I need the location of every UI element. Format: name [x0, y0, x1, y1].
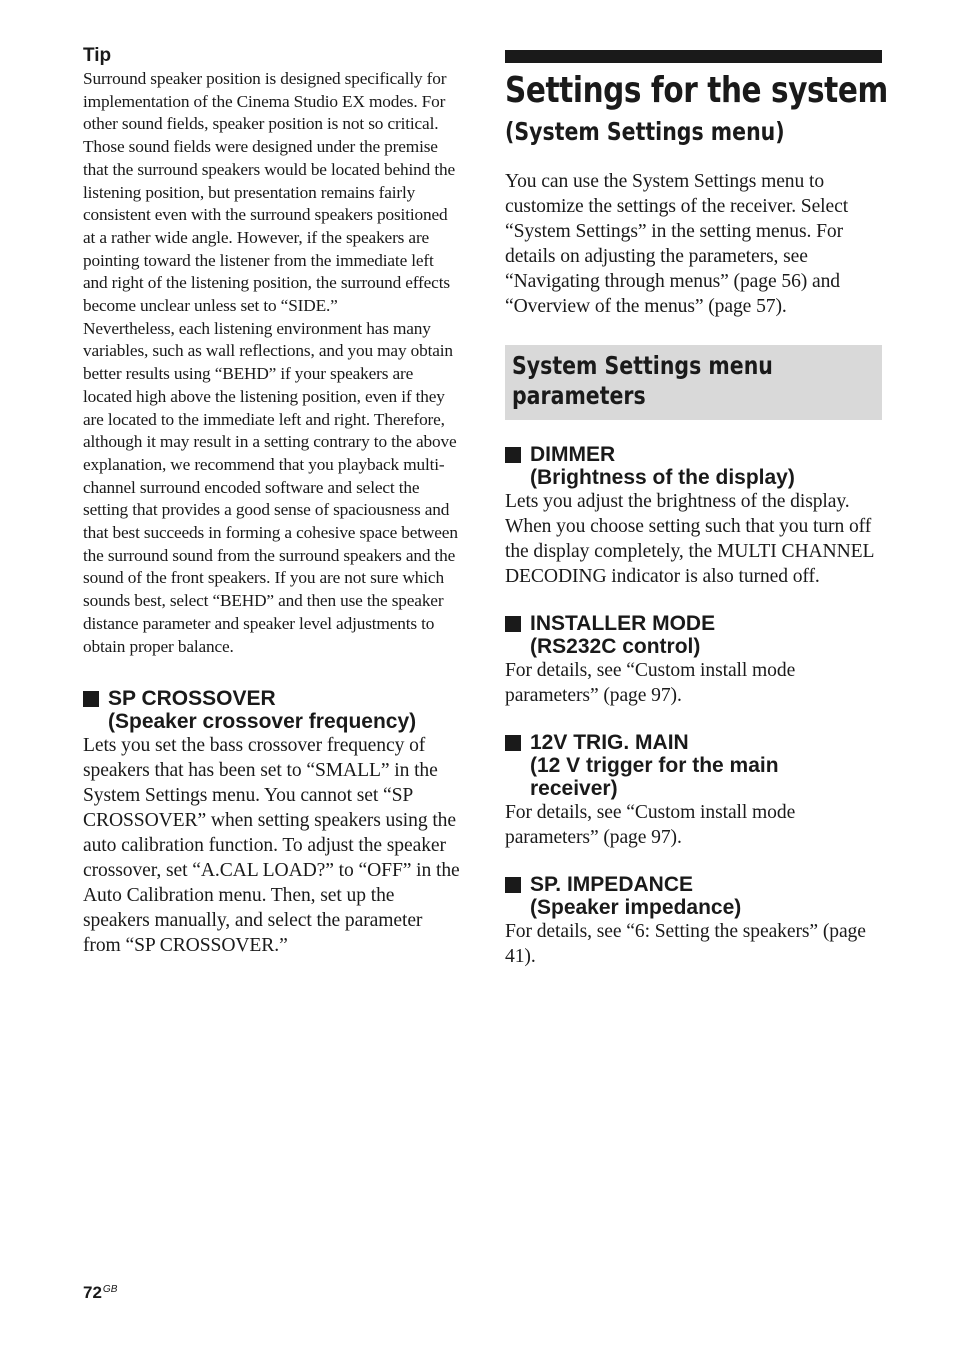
intro-paragraph: You can use the System Settings menu to customize the settings of the receiver. Select “System Settings” in the setting menus. For details on adjusting the parameters, see “Navigating through menus” (page 56) and “Overview of the menus” (page 57). — [505, 171, 849, 317]
right-column — [505, 50, 888, 969]
trig-main-body: For details, see “Custom install mode parameters” (page 97). — [505, 802, 796, 848]
page-title: Settings for the system — [505, 70, 888, 111]
square-bullet-icon — [505, 735, 521, 751]
sp-crossover-body: Lets you set the bass crossover frequency of speakers that has been set to “SMALL” in the System Settings menu. You cannot set “SP CROSSOVER” when setting speakers using the auto calibration function. To adjust the speaker crossover, set “A.CAL LOAD?” to “OFF” in the Auto Calibration menu. Then, set up the speakers manually, and select the parameter from “SP CROSSOVER.” — [83, 735, 460, 957]
trig-main-heading-line2: (12 V trigger for the main — [530, 754, 779, 777]
square-bullet-icon — [505, 447, 521, 463]
tip-paragraph: Surround speaker position is designed specifically for implementation of the Cinema Studio EX modes. For other sound fields, speaker position is not so critical. — [83, 69, 447, 134]
parameters-section-title-line1: System Settings menu — [512, 351, 773, 380]
impedance-heading-line1: SP. IMPEDANCE — [530, 873, 693, 896]
installer-mode-body: For details, see “Custom install mode parameters” (page 97). — [505, 660, 796, 706]
page-number — [83, 1283, 117, 1303]
parameters-section-box — [505, 345, 882, 420]
installer-mode-heading — [505, 612, 882, 658]
trig-main-heading-line3: receiver) — [530, 777, 618, 800]
installer-mode-heading-line1: INSTALLER MODE — [530, 612, 716, 635]
impedance-body: For details, see “6: Setting the speakers” (page 41). — [505, 921, 866, 967]
square-bullet-icon — [83, 691, 99, 707]
square-bullet-icon — [505, 616, 521, 632]
title-rule — [505, 50, 882, 63]
installer-mode-heading-line2: (RS232C control) — [530, 635, 701, 658]
trig-main-heading — [505, 731, 882, 800]
dimmer-heading — [505, 443, 882, 489]
page-number-value: 72 — [83, 1283, 102, 1302]
square-bullet-icon — [505, 877, 521, 893]
trig-main-heading-line1: 12V TRIG. MAIN — [530, 731, 689, 754]
tip-label: Tip — [83, 45, 112, 66]
dimmer-heading-line2: (Brightness of the display) — [530, 466, 795, 489]
parameters-section-title-line2: parameters — [512, 381, 646, 410]
left-column — [83, 44, 460, 958]
sp-crossover-heading-line1: SP CROSSOVER — [108, 687, 276, 711]
impedance-heading-line2: (Speaker impedance) — [530, 896, 742, 919]
page-subtitle: (System Settings menu) — [505, 117, 785, 146]
page-number-suffix: GB — [102, 1284, 118, 1295]
tip-paragraph: Nevertheless, each listening environment has many variables, such as wall reflections, and you may obtain better results using “BEHD” if your speakers are located high above the listening position, even if they are located to the immediate left and right. Therefore, although it may result in a setting contrary to the above explanation, we recommend that you playback multi-channel surround encoded software and select the setting that provides a good sense of spaciousness and that best succeeds in forming a cohesive space between the surround sound from the surround speakers and the sound of the front speakers. If you are not sure which sounds best, select “BEHD” and then use the speaker distance parameter and speaker level adjustments to obtain proper balance. — [83, 318, 458, 656]
dimmer-heading-line1: DIMMER — [530, 443, 616, 466]
impedance-heading — [505, 873, 882, 919]
sp-crossover-heading-line2: (Speaker crossover frequency) — [108, 710, 417, 734]
dimmer-body: Lets you adjust the brightness of the display. When you choose setting such that you turn off the display completely, the MULTI CHANNEL DECODING indicator is also turned off. — [505, 491, 874, 587]
tip-paragraph: Those sound fields were designed under the premise that the surround speakers would be located behind the listening position, but presentation remains fairly consistent even with the surround speakers positioned at a rather wide angle. However, if the speakers are pointing toward the listener from the immediate left and right of the listening position, the surround effects become unclear unless set to “SIDE.” — [83, 137, 455, 316]
sp-crossover-heading — [83, 687, 460, 733]
